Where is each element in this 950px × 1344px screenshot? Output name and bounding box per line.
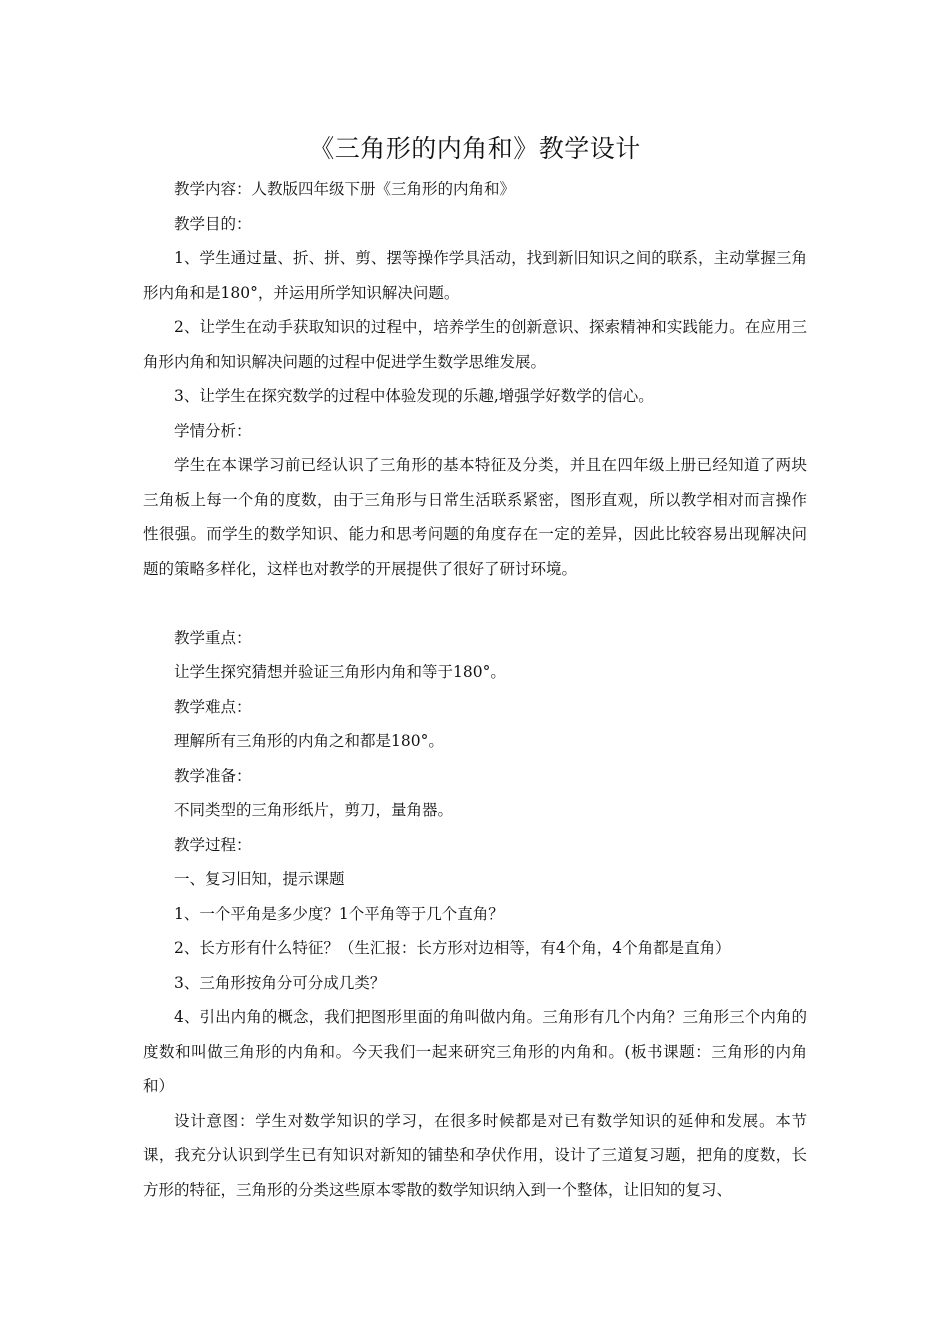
heading-process: 教学过程： — [174, 835, 252, 854]
key-point-text: 让学生探究猜想并验证三角形内角和等于180°。 — [174, 663, 506, 681]
review-question-3: 3、三角形按角分可分成几类？ — [174, 973, 386, 992]
review-question-1: 1、一个平角是多少度？1个平角等于几个直角？ — [174, 904, 504, 923]
review-question-2: 2、长方形有什么特征？（生汇报：长方形对边相等，有4个角，4个角都是直角） — [174, 939, 731, 957]
objective-2: 2、让学生在动手获取知识的过程中，培养学生的创新意识、探索精神和实践能力。在应用三角形内角和知识解决问题的过程中促进学生数学思维发展。 — [143, 318, 807, 371]
analysis-text: 学生在本课学习前已经认识了三角形的基本特征及分类，并且在四年级上册已经知道了两块三角板上每一个角的度数，由于三角形与日常生活联系紧密，图形直观，所以教学相对而言操作性很强。而学生的数学知识、能力和思考问题的角度存在一定的差异，因此比较容易出现解决问题的策略多样化，这样也对教学的开展提供了很好了研讨环境。 — [143, 456, 807, 578]
document-title: 《三角形的内角和》教学设计 — [309, 134, 641, 163]
objective-3: 3、让学生在探究数学的过程中体验发现的乐趣,增强学好数学的信心。 — [174, 387, 654, 405]
heading-analysis: 学情分析： — [174, 421, 252, 440]
section-review: 一、复习旧知，提示课题 — [174, 870, 345, 888]
heading-key-point: 教学重点： — [174, 628, 252, 647]
document-body — [143, 172, 807, 1207]
review-question-4: 4、引出内角的概念，我们把图形里面的角叫做内角。三角形有几个内角？三角形三个内角的度数和叫做三角形的内角和。今天我们一起来研究三角形的内角和。(板书课题：三角形的内角和） — [143, 1008, 807, 1095]
preparation-text: 不同类型的三角形纸片，剪刀，量角器。 — [174, 801, 454, 819]
design-intent: 设计意图：学生对数学知识的学习，在很多时候都是对已有数学知识的延伸和发展。本节课，我充分认识到学生已有知识对新知的铺垫和孕伏作用，设计了三道复习题，把角的度数，长方形的特征，三角形的分类这些原本零散的数学知识纳入到一个整体，让旧知的复习、 — [143, 1111, 807, 1199]
blank-line — [143, 586, 807, 621]
heading-difficulty: 教学难点： — [174, 697, 252, 716]
heading-objectives: 教学目的： — [174, 214, 252, 233]
objective-1: 1、学生通过量、折、拼、剪、摆等操作学具活动，找到新旧知识之间的联系，主动掌握三角形内角和是180°，并运用所学知识解决问题。 — [143, 249, 807, 302]
difficulty-text: 理解所有三角形的内角之和都是180°。 — [174, 732, 444, 750]
heading-preparation: 教学准备： — [174, 766, 252, 785]
paragraph-content: 教学内容：人教版四年级下册《三角形的内角和》 — [174, 180, 516, 198]
